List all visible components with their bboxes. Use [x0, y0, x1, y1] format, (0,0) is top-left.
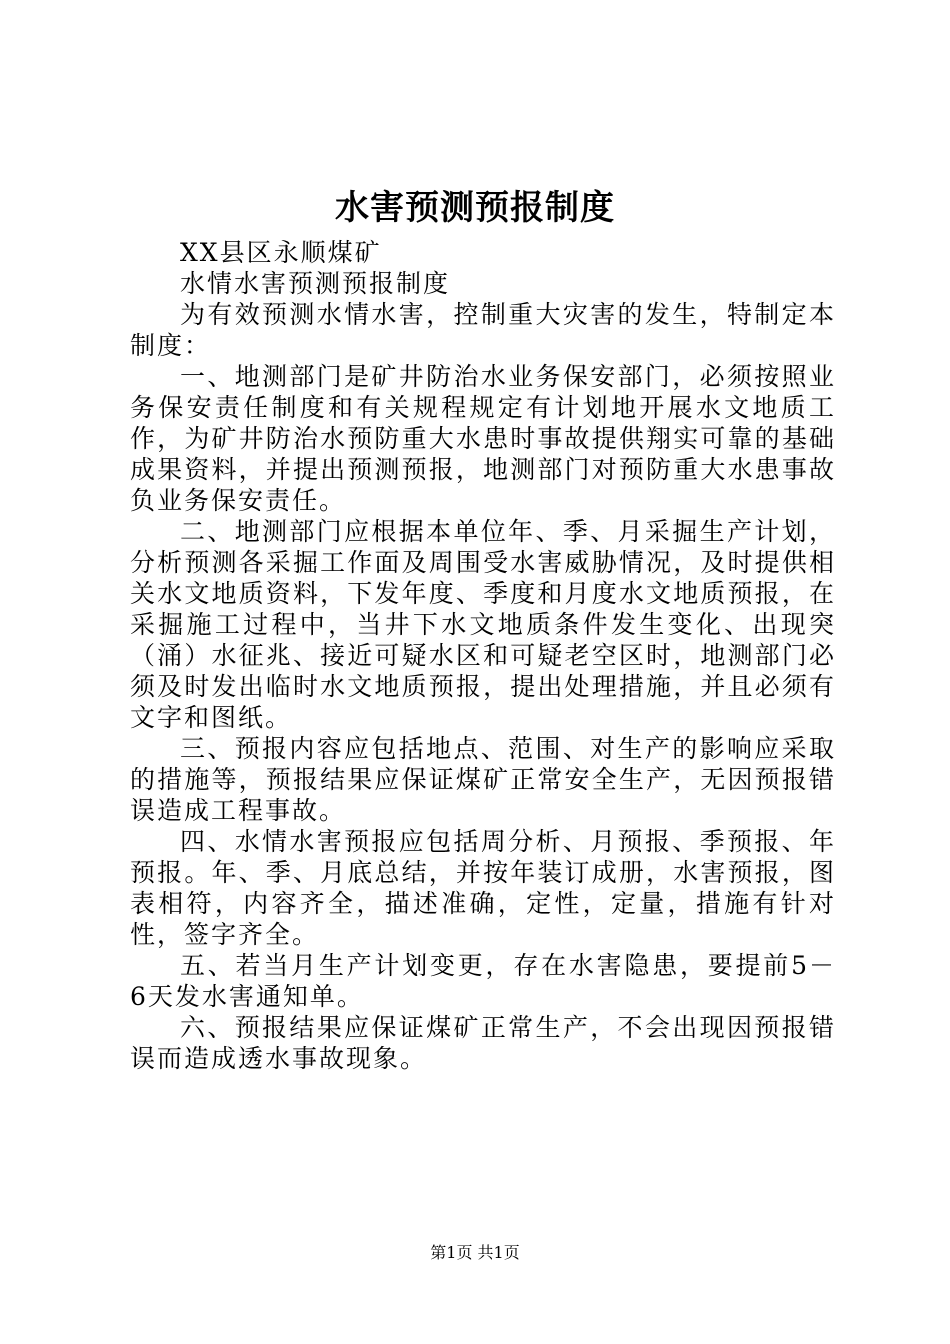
paragraph-item-1: 一、地测部门是矿井防治水业务保安部门，必须按照业务保安责任制度和有关规程规定有计划地开展水文地质工作，为矿井防治水预防重大水患时事故提供翔实可靠的基础成果资料，并提出预测预报，地测部门对预防重大水患事故负业务保安责任。	[130, 362, 836, 515]
paragraph-item-3: 三、预报内容应包括地点、范围、对生产的影响应采取的措施等，预报结果应保证煤矿正常安全生产，无因预报错误造成工程事故。	[130, 734, 836, 825]
paragraph-item-6: 六、预报结果应保证煤矿正常生产，不会出现因预报错误而造成透水事故现象。	[130, 1013, 836, 1073]
paragraph-mine-name: XX县区永顺煤矿	[180, 238, 382, 267]
paragraph-item-2: 二、地测部门应根据本单位年、季、月采掘生产计划，分析预测各采掘工作面及周围受水害威胁情况，及时提供相关水文地质资料，下发年度、季度和月度水文地质预报，在采掘施工过程中，当井下水文地质条件发生变化、出现突（涌）水征兆、接近可疑水区和可疑老空区时，地测部门必须及时发出临时水文地质预报，提出处理措施，并且必须有文字和图纸。	[130, 517, 836, 732]
document-body	[130, 237, 836, 1074]
document-title: 水害预测预报制度	[335, 188, 615, 228]
paragraph-subtitle: 水情水害预测预报制度	[180, 269, 451, 298]
paragraph-intro: 为有效预测水情水害，控制重大灾害的发生，特制定本制度：	[130, 300, 836, 360]
paragraph-item-4: 四、水情水害预报应包括周分析、月预报、季预报、年预报。年、季、月底总结，并按年装订成册，水害预报，图表相符，内容齐全，描述准确，定性，定量，措施有针对性，签字齐全。	[130, 827, 836, 949]
paragraph-item-5: 五、若当月生产计划变更，存在水害隐患，要提前5－6天发水害通知单。	[130, 951, 836, 1011]
page-footer: 第1页 共1页	[430, 1243, 520, 1262]
